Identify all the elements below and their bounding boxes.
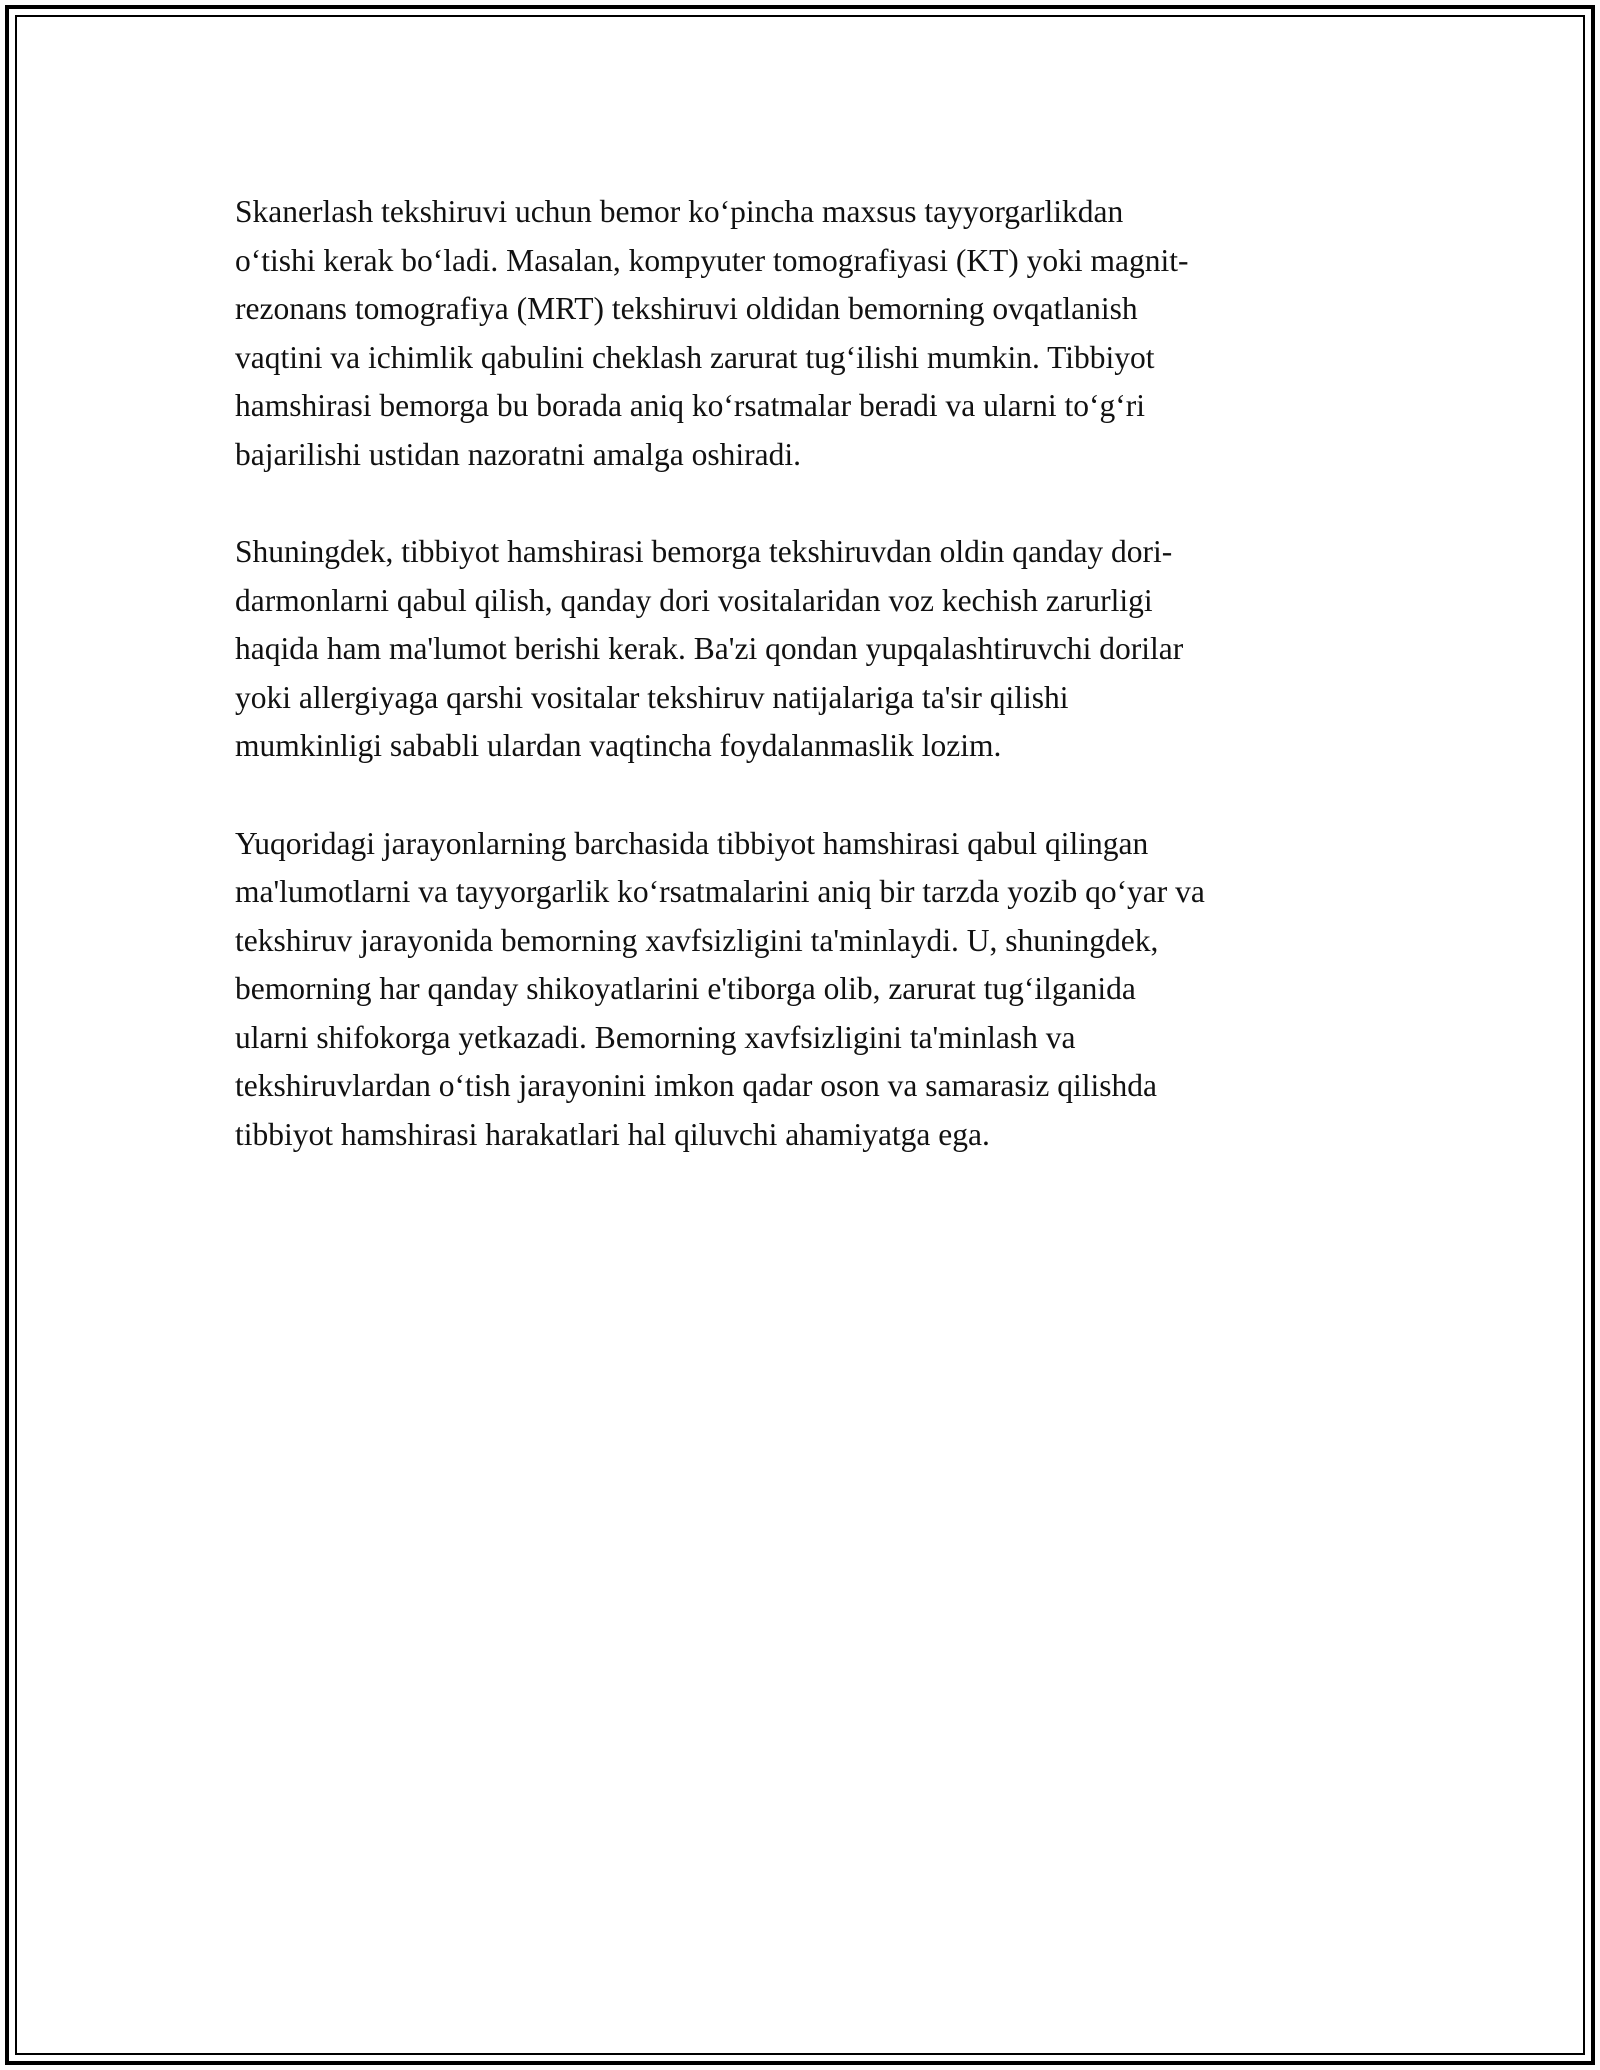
text-line: haqida ham ma'lumot berishi kerak. Ba'zi qondan yupqalashtiruvchi dorilar <box>235 631 1184 666</box>
paragraph-3 <box>235 820 1370 1160</box>
paragraph-2 <box>235 528 1370 771</box>
text-line: o‘tishi kerak bo‘ladi. Masalan, kompyuter tomografiyasi (KT) yoki magnit- <box>235 242 1189 278</box>
text-line: vaqtini va ichimlik qabulini cheklash zarurat tug‘ilishi mumkin. Tibbiyot <box>235 339 1155 375</box>
paragraph-1 <box>235 188 1370 479</box>
text-line: tibbiyot hamshirasi harakatlari hal qiluvchi ahamiyatga ega. <box>235 1116 990 1152</box>
text-line: Yuqoridagi jarayonlarning barchasida tibbiyot hamshirasi qabul qilingan <box>235 825 1149 861</box>
text-line: rezonans tomografiya (MRT) tekshiruvi oldidan bemorning ovqatlanish <box>235 291 1138 326</box>
document-body <box>235 188 1370 1208</box>
text-line: Shuningdek, tibbiyot hamshirasi bemorga tekshiruvdan oldin qanday dori- <box>235 534 1173 569</box>
text-line: bajarilishi ustidan nazoratni amalga oshiradi. <box>235 436 801 472</box>
text-line: tekshiruv jarayonida bemorning xavfsizligini ta'minlaydi. U, shuningdek, <box>235 922 1159 958</box>
text-line: yoki allergiyaga qarshi vositalar tekshiruv natijalariga ta'sir qilishi <box>235 679 1069 715</box>
text-line: bemorning har qanday shikoyatlarini e'tiborga olib, zarurat tug‘ilganida <box>235 971 1136 1006</box>
text-line: mumkinligi sababli ulardan vaqtincha foydalanmaslik lozim. <box>235 728 1002 763</box>
text-line: hamshirasi bemorga bu borada aniq ko‘rsatmalar beradi va ularni to‘g‘ri <box>235 388 1145 423</box>
text-line: Skanerlash tekshiruvi uchun bemor ko‘pincha maxsus tayyorgarlikdan <box>235 194 1124 229</box>
text-line: tekshiruvlardan o‘tish jarayonini imkon qadar oson va samarasiz qilishda <box>235 1068 1158 1103</box>
text-line: ularni shifokorga yetkazadi. Bemorning xavfsizligini ta'minlash va <box>235 1019 1076 1055</box>
text-line: ma'lumotlarni va tayyorgarlik ko‘rsatmalarini aniq bir tarzda yozib qo‘yar va <box>235 874 1205 909</box>
text-line: darmonlarni qabul qilish, qanday dori vositalaridan voz kechish zarurligi <box>235 582 1153 618</box>
